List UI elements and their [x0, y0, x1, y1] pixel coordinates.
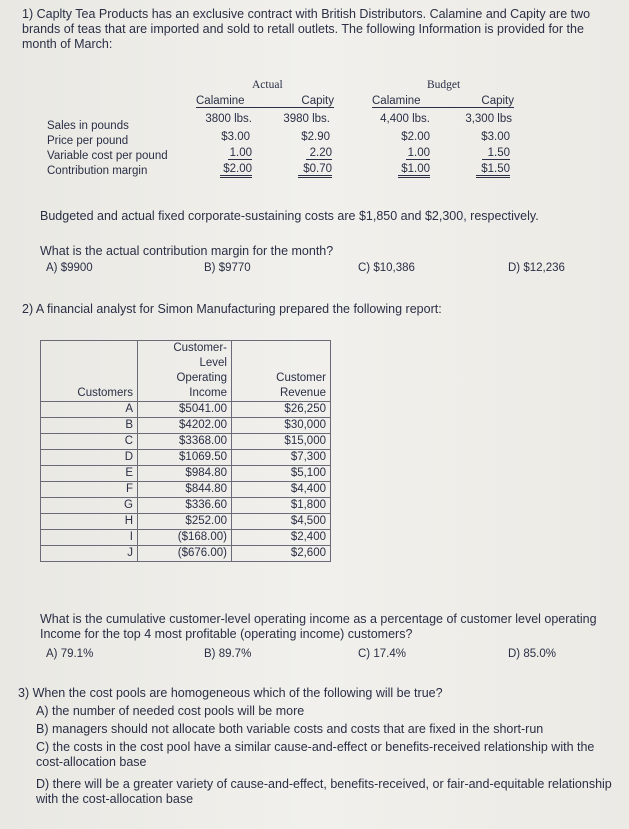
row-label-price: Price per pound — [47, 135, 129, 147]
cell-revenue: $4,500 — [232, 514, 331, 530]
cell-sales-actual-capity: 3980 lbs. — [283, 113, 330, 125]
q3-option-a[interactable]: A) the number of needed cost pools will be more — [36, 704, 305, 718]
q1-option-a[interactable]: A) $9900 — [46, 262, 93, 274]
q1-intro: 1) Caplty Tea Products has an exclusive contract with British Distributors. Calamine and Capity are two brands of teas that are imported and sold to retall outlets. The following Information is provided for the month of March: — [22, 7, 591, 51]
q2-intro: 2) A financial analyst for Simon Manufacturing prepared the following report: — [22, 302, 442, 316]
cell-revenue: $5,100 — [232, 466, 331, 482]
table-row — [41, 498, 331, 514]
cell-revenue: $15,000 — [232, 434, 331, 450]
col-header-actual-capity: Capity — [268, 95, 334, 108]
cell-revenue: $4,400 — [232, 482, 331, 498]
cell-cm-budget-capity: $1.50 — [476, 163, 510, 178]
header-income-line-2: Level — [199, 357, 227, 369]
cell-price-actual-calamine: $3.00 — [221, 131, 250, 143]
table-row — [41, 546, 331, 562]
cell-revenue: $30,000 — [232, 418, 331, 434]
cell-varcost-actual-calamine: 1.00 — [229, 147, 252, 159]
cell-cm-actual-calamine: $2.00 — [220, 163, 252, 178]
cell-customer: J — [41, 546, 138, 562]
cell-revenue: $2,600 — [232, 546, 331, 562]
row-label-variable-cost: Variable cost per pound — [47, 150, 168, 162]
table-row — [41, 402, 331, 418]
row-label-contribution-margin: Contribution margin — [47, 165, 148, 177]
cell-price-budget-calamine: $2.00 — [401, 131, 430, 143]
table-row — [41, 530, 331, 546]
q2-option-b[interactable]: B) 89.7% — [204, 648, 252, 660]
cell-income: $844.80 — [138, 482, 232, 498]
table-row — [41, 450, 331, 466]
cell-customer: E — [41, 466, 138, 482]
q3-option-b[interactable]: B) managers should not allocate both variable costs and costs that are fixed in the short-run — [36, 722, 544, 736]
cell-income: $336.60 — [138, 498, 232, 514]
cell-income: $1069.50 — [138, 450, 232, 466]
cell-customer: H — [41, 514, 138, 530]
header-customer-revenue — [232, 341, 331, 402]
actual-header: Actual — [252, 79, 283, 91]
cell-customer: D — [41, 450, 138, 466]
table-row — [41, 514, 331, 530]
cell-sales-actual-calamine: 3800 lbs. — [205, 113, 252, 125]
table-header-row — [41, 341, 331, 402]
cell-sales-budget-capity: 3,300 lbs — [465, 113, 512, 125]
q2-option-d[interactable]: D) 85.0% — [508, 648, 556, 660]
cell-varcost-budget-capity: 1.50 — [482, 147, 510, 160]
header-income-line-3: Operating — [176, 372, 227, 384]
cell-cm-budget-calamine: $1.00 — [398, 163, 430, 178]
cell-revenue: $26,250 — [232, 402, 331, 418]
cell-customer: C — [41, 434, 138, 450]
q3-option-c[interactable]: C) the costs in the cost pool have a similar cause-and-effect or benefits-received relationship with the cost-allocation base — [36, 740, 595, 769]
table-row — [41, 434, 331, 450]
cell-customer: G — [41, 498, 138, 514]
cell-price-budget-capity: $3.00 — [481, 131, 510, 143]
cell-price-actual-capity: $2.90 — [301, 131, 330, 143]
cell-revenue: $7,300 — [232, 450, 331, 466]
q3-option-d[interactable]: D) there will be a greater variety of cause-and-effect, benefits-received, or fair-and-equitable relationship with the cost-allocation base — [36, 777, 612, 806]
budget-header: Budget — [427, 79, 461, 91]
q1-option-b[interactable]: B) $9770 — [204, 262, 251, 274]
cell-customer: I — [41, 530, 138, 546]
cell-income: ($168.00) — [138, 530, 232, 546]
cell-sales-budget-calamine: 4,400 lbs. — [380, 113, 430, 125]
q3-question: 3) When the cost pools are homogeneous which of the following will be true? — [18, 686, 443, 700]
q1-option-d[interactable]: D) $12,236 — [508, 262, 565, 274]
table-row — [41, 466, 331, 482]
table-row — [41, 418, 331, 434]
header-operating-income — [138, 341, 232, 402]
col-header-budget-calamine: Calamine — [372, 95, 432, 108]
q2-option-c[interactable]: C) 17.4% — [358, 648, 406, 660]
header-income-line-1: Customer- — [173, 342, 227, 354]
cell-income: $5041.00 — [138, 402, 232, 418]
cell-customer: B — [41, 418, 138, 434]
q1-question: What is the actual contribution margin for the month? — [40, 244, 334, 258]
header-revenue-line-1: Customer — [276, 372, 326, 384]
q1-option-c[interactable]: C) $10,386 — [358, 262, 415, 274]
header-income-line-4: Income — [189, 387, 227, 399]
cell-income: $984.80 — [138, 466, 232, 482]
table-row — [41, 482, 331, 498]
cell-customer: A — [41, 402, 138, 418]
cell-income: ($676.00) — [138, 546, 232, 562]
col-header-budget-capity: Capity — [432, 95, 514, 108]
cell-revenue: $2,400 — [232, 530, 331, 546]
q2-option-a[interactable]: A) 79.1% — [46, 648, 94, 660]
row-label-sales: Sales in pounds — [47, 120, 129, 132]
cell-income: $3368.00 — [138, 434, 232, 450]
header-customers: Customers — [41, 341, 138, 402]
cell-customer: F — [41, 482, 138, 498]
cell-varcost-budget-calamine: 1.00 — [407, 147, 430, 159]
cell-cm-actual-capity: $0.70 — [298, 163, 332, 178]
customer-table — [40, 340, 331, 562]
q1-fixed-costs: Budgeted and actual fixed corporate-sustaining costs are $1,850 and $2,300, respectively. — [40, 209, 539, 223]
cell-varcost-actual-capity: 2.20 — [306, 147, 332, 160]
col-header-actual-calamine: Calamine — [196, 95, 268, 108]
cell-income: $252.00 — [138, 514, 232, 530]
q2-question: What is the cumulative customer-level operating income as a percentage of customer level operating Income for the top 4 most profitable (operating income) customers? — [40, 612, 597, 641]
cell-revenue: $1,800 — [232, 498, 331, 514]
cell-income: $4202.00 — [138, 418, 232, 434]
header-revenue-line-2: Revenue — [279, 387, 326, 399]
